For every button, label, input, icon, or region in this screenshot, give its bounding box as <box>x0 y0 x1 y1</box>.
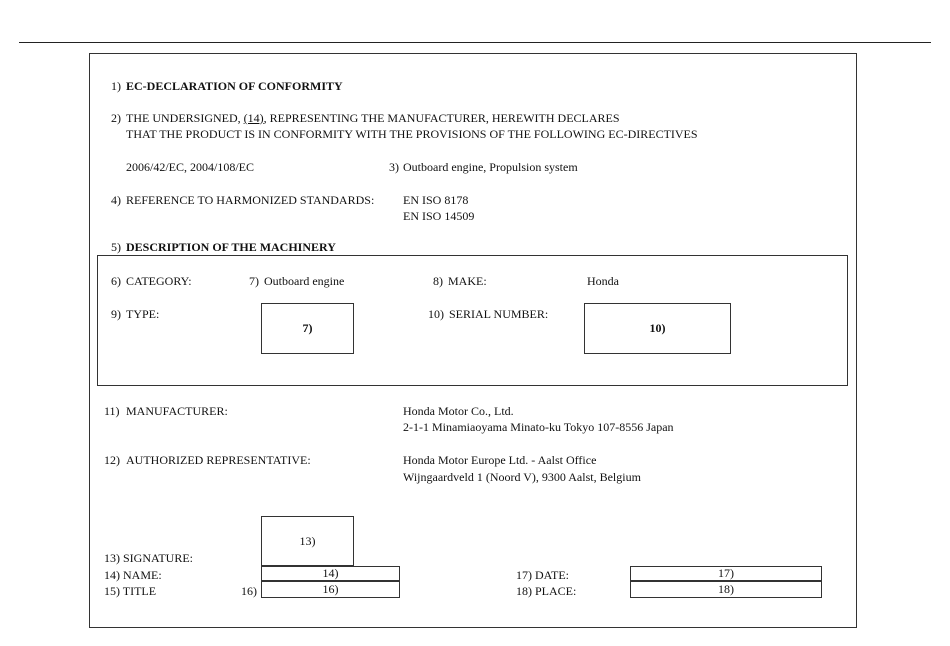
date-label: 17) DATE: <box>516 568 569 582</box>
manufacturer-name: Honda Motor Co., Ltd. <box>403 404 514 418</box>
place-label: 18) PLACE: <box>516 584 577 598</box>
signature-label: 13) SIGNATURE: <box>104 551 193 565</box>
product-description: Outboard engine, Propulsion system <box>403 160 578 174</box>
item-12-number: 12) <box>104 453 120 467</box>
manufacturer-address: 2-1-1 Minamiaoyama Minato-ku Tokyo 107-8556 Japan <box>403 420 674 434</box>
representative-address: Wijngaardveld 1 (Noord V), 9300 Aalst, Belgium <box>403 470 641 484</box>
item-9-number: 9) <box>111 307 121 321</box>
title-field[interactable]: 16) <box>261 581 400 598</box>
type-label: TYPE: <box>126 307 160 321</box>
name-field[interactable]: 14) <box>261 566 400 581</box>
item-2-number: 2) <box>111 111 121 125</box>
item-4-number: 4) <box>111 193 121 207</box>
place-field[interactable]: 18) <box>630 581 822 598</box>
category-label: CATEGORY: <box>126 274 192 288</box>
representative-label: AUTHORIZED REPRESENTATIVE: <box>126 453 311 467</box>
serial-number-field[interactable]: 10) <box>584 303 731 354</box>
standards-label: REFERENCE TO HARMONIZED STANDARDS: <box>126 193 375 207</box>
item-8-number: 8) <box>433 274 443 288</box>
item-11-number: 11) <box>104 404 120 418</box>
declaration-title: EC-DECLARATION OF CONFORMITY <box>126 79 343 93</box>
item-6-number: 6) <box>111 274 121 288</box>
item-1-number: 1) <box>111 79 121 93</box>
representative-name: Honda Motor Europe Ltd. - Aalst Office <box>403 453 597 467</box>
item-5-number: 5) <box>111 240 121 254</box>
standard-1: EN ISO 8178 <box>403 193 469 207</box>
standard-2: EN ISO 14509 <box>403 209 475 223</box>
declaration-statement-line2: THAT THE PRODUCT IS IN CONFORMITY WITH THE PROVISIONS OF THE FOLLOWING EC-DIRECTIVES <box>126 127 698 141</box>
make-label: MAKE: <box>448 274 487 288</box>
serial-number-label: SERIAL NUMBER: <box>449 307 549 321</box>
signature-field[interactable]: 13) <box>261 516 354 566</box>
machinery-heading: DESCRIPTION OF THE MACHINERY <box>126 240 336 254</box>
signatory-reference: (14) <box>243 111 264 125</box>
name-label: 14) NAME: <box>104 568 162 582</box>
declaration-statement-line1: THE UNDERSIGNED, (14), REPRESENTING THE MANUFACTURER, HEREWITH DECLARES <box>126 111 620 125</box>
item-10-number: 10) <box>428 307 444 321</box>
category-value: Outboard engine <box>264 274 345 288</box>
make-value: Honda <box>587 274 619 288</box>
manufacturer-label: MANUFACTURER: <box>126 404 228 418</box>
directives-list: 2006/42/EC, 2004/108/EC <box>126 160 255 174</box>
title-label: 15) TITLE <box>104 584 157 598</box>
item-16-marker: 16) <box>241 584 257 598</box>
top-rule <box>19 42 931 43</box>
type-field[interactable]: 7) <box>261 303 354 354</box>
item-3-number: 3) <box>389 160 399 174</box>
date-field[interactable]: 17) <box>630 566 822 581</box>
item-7-number: 7) <box>249 274 259 288</box>
